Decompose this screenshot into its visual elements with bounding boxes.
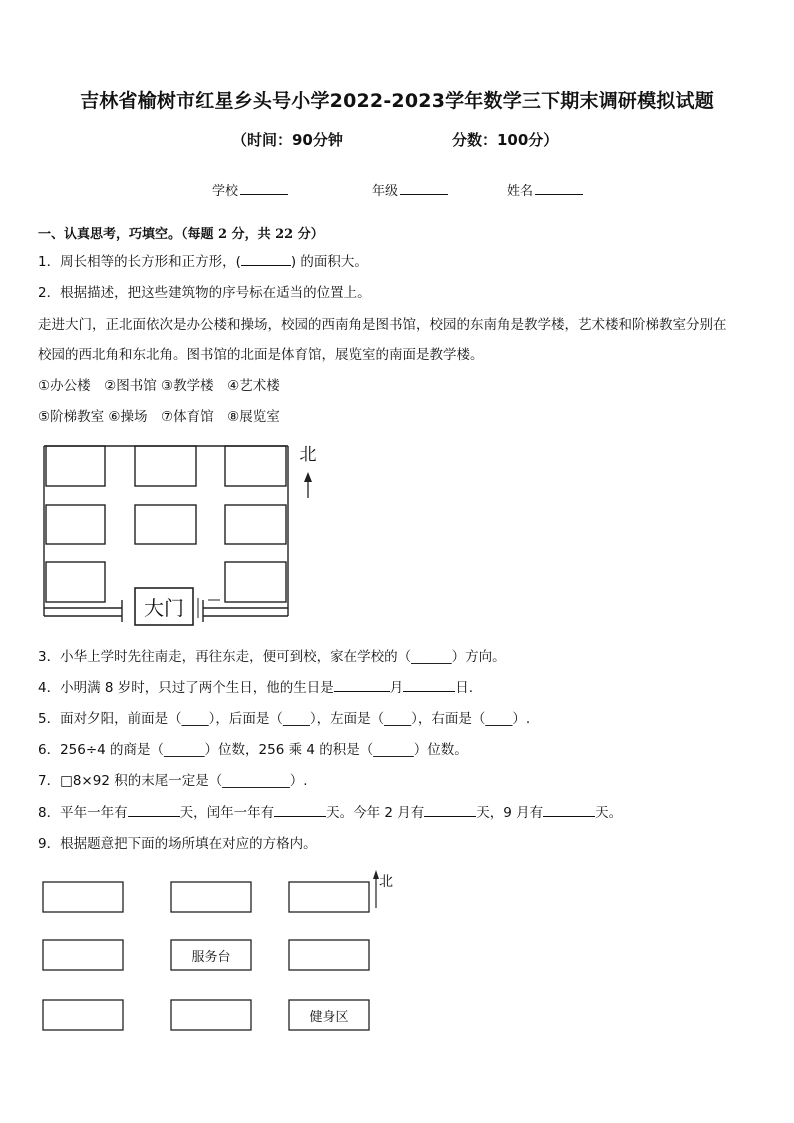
school-blank[interactable]: [240, 182, 288, 195]
question-8: [38, 801, 622, 821]
name-blank[interactable]: [535, 182, 583, 195]
north-arrow-icon: [304, 472, 312, 498]
question-1-text-a: 1．周长相等的长方形和正方形，(: [38, 254, 241, 270]
question-1: [38, 250, 368, 270]
question-4-text-b: 月: [389, 680, 404, 696]
grade-field: [372, 180, 448, 199]
section-heading: 一、认真思考，巧填空。（每题 2 分，共 22 分）: [38, 227, 324, 242]
exam-time: （时间：90分钟: [232, 131, 343, 149]
question-8-blank-2[interactable]: [274, 804, 326, 817]
question-2-options-1: ①办公楼 ②图书馆 ③教学楼 ④艺术楼: [38, 378, 280, 394]
question-6: 6．256÷4 的商是（______）位数，256 乘 4 的积是（______）位数。: [38, 742, 468, 758]
question-1-blank[interactable]: [241, 253, 291, 266]
question-8-blank-1[interactable]: [128, 804, 180, 817]
grid-cell-4[interactable]: [43, 940, 123, 970]
question-2: 2．根据描述，把这些建筑物的序号标在适当的位置上。: [38, 285, 371, 301]
school-label: 学校: [212, 184, 239, 199]
building-box-nw[interactable]: [46, 446, 105, 486]
question-3: 3．小华上学时先往南走，再往东走，便可到校，家在学校的（______）方向。: [38, 649, 506, 665]
question-4-day-blank[interactable]: [403, 679, 455, 692]
grade-blank[interactable]: [400, 182, 448, 195]
grid-cell-6[interactable]: [289, 940, 369, 970]
grid-cell-7[interactable]: [43, 1000, 123, 1030]
question-7: 7．□8×92 积的末尾一定是（__________）.: [38, 773, 308, 789]
school-field: [212, 180, 288, 199]
building-box-w[interactable]: [46, 505, 105, 544]
building-box-n[interactable]: [135, 446, 196, 486]
service-desk-label: 服务台: [191, 950, 231, 965]
name-label: 姓名: [507, 184, 534, 199]
question-5: 5．面对夕阳，前面是（____），后面是（____），左面是（____），右面是（____）.: [38, 711, 531, 727]
building-box-se[interactable]: [225, 562, 286, 602]
page-title: 吉林省榆树市红星乡头号小学2022-2023学年数学三下期末调研模拟试题: [80, 90, 714, 112]
north-label: 北: [299, 445, 317, 465]
building-box-c[interactable]: [135, 505, 196, 544]
place-grid: [40, 866, 400, 1038]
grid-cell-8[interactable]: [171, 1000, 251, 1030]
question-8-text-c: 天。今年 2 月有: [326, 805, 425, 821]
question-4-text-c: 日.: [455, 680, 474, 696]
exam-score: 分数：100分）: [452, 131, 559, 149]
question-4-text-a: 4．小明满 8 岁时，只过了两个生日，他的生日是: [38, 680, 334, 696]
gym-area-label: 健身区: [309, 1010, 349, 1025]
question-8-blank-3[interactable]: [424, 804, 476, 817]
question-9: 9．根据题意把下面的场所填在对应的方格内。: [38, 836, 317, 852]
gate-label: 大门: [144, 596, 184, 620]
question-8-text-d: 天，9 月有: [476, 805, 544, 821]
grid-cell-1[interactable]: [43, 882, 123, 912]
grid-cell-3[interactable]: [289, 882, 369, 912]
question-2-desc-1: 走进大门，正北面依次是办公楼和操场，校园的西南角是图书馆，校园的东南角是教学楼，艺术楼和阶梯教室分别在: [38, 317, 727, 333]
question-8-blank-4[interactable]: [543, 804, 595, 817]
question-2-desc-2: 校园的西北角和东北角。图书馆的北面是体育馆，展览室的南面是教学楼。: [38, 347, 484, 363]
grade-label: 年级: [372, 184, 399, 199]
building-box-e[interactable]: [225, 505, 286, 544]
question-8-text-a: 8．平年一年有: [38, 805, 128, 821]
building-box-sw[interactable]: [46, 562, 105, 602]
question-4: [38, 676, 473, 696]
name-field: [507, 180, 583, 199]
question-1-text-b: ) 的面积大。: [290, 254, 368, 270]
question-4-month-blank[interactable]: [334, 679, 390, 692]
question-8-text-e: 天。: [595, 805, 623, 821]
building-box-ne[interactable]: [225, 446, 286, 486]
question-8-text-b: 天，闰年一年有: [179, 805, 275, 821]
question-2-options-2: ⑤阶梯教室 ⑥操场 ⑦体育馆 ⑧展览室: [38, 409, 280, 425]
north-label-2: 北: [379, 874, 393, 890]
campus-map: [40, 438, 330, 632]
grid-cell-2[interactable]: [171, 882, 251, 912]
